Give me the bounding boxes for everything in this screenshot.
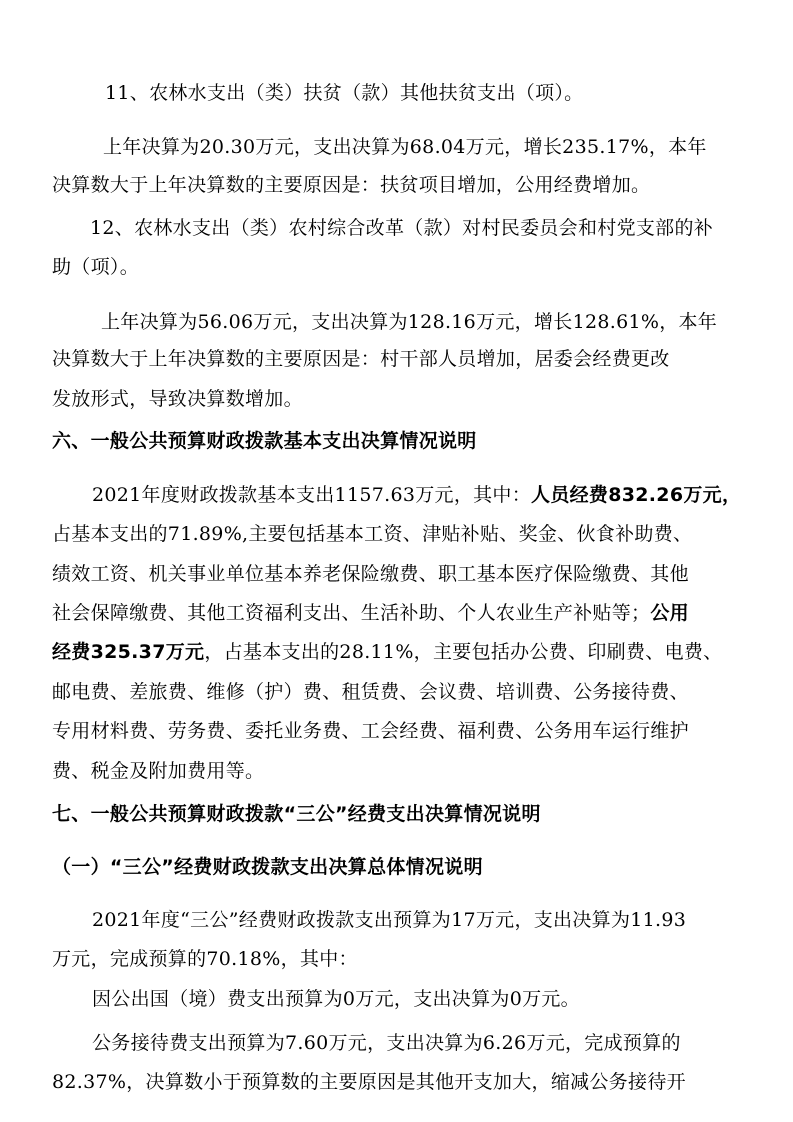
item-11-para-line-1 bbox=[103, 134, 707, 160]
item-12-title-line-1 bbox=[90, 215, 713, 241]
section-7-para-line-4 bbox=[92, 1030, 681, 1056]
section-7-para-line-1 bbox=[92, 907, 686, 933]
section-6-para-line-6 bbox=[52, 679, 689, 705]
section-7-para-line-3 bbox=[92, 986, 580, 1012]
text: 社会保障缴费、其他工资福利支出、生活补助、个人农业生产补贴等； bbox=[52, 602, 651, 624]
text: 六、一般公共预算财政拨款基本支出决算情况说明 bbox=[52, 430, 477, 452]
text: 七、一般公共预算财政拨款“三公”经费支出决算情况说明 bbox=[52, 803, 541, 825]
section-7-para-line-5 bbox=[52, 1069, 686, 1095]
text: 公务接待费支出预算为7.60万元，支出决算为6.26万元，完成预算的 bbox=[92, 1032, 681, 1054]
text: 决算数大于上年决算数的主要原因是：村干部人员增加，居委会经费更改 bbox=[52, 348, 670, 370]
section-6-para-line-8 bbox=[52, 758, 264, 784]
text: 费、税金及附加费用等。 bbox=[52, 760, 265, 782]
text: 上年决算为20.30万元，支出决算为68.04万元，增长235.17%，本年 bbox=[103, 136, 707, 158]
section-6-heading bbox=[52, 428, 477, 454]
text: 发放形式，导致决算数增加。 bbox=[52, 388, 303, 410]
section-7-heading bbox=[52, 801, 541, 827]
text: 12、农林水支出（类）农村综合改革（款）对村民委员会和村党支部的补 bbox=[90, 217, 714, 239]
section-6-para-line-1 bbox=[92, 482, 741, 508]
public-expense-bold-end: 经费325.37万元 bbox=[52, 641, 205, 663]
text: （一）“三公”经费财政拨款支出决算总体情况说明 bbox=[52, 856, 483, 878]
item-12-para-line-3 bbox=[52, 386, 303, 412]
section-6-para-line-2 bbox=[52, 521, 692, 547]
section-6-para-line-3 bbox=[52, 561, 689, 587]
text: 82.37%，决算数小于预算数的主要原因是其他开支加大，缩减公务接待开 bbox=[52, 1071, 686, 1093]
text: 万元，完成预算的70.18%，其中： bbox=[52, 948, 358, 970]
public-expense-bold-start: 公用 bbox=[650, 602, 689, 624]
item-12-para-line-2 bbox=[52, 346, 670, 372]
section-7-1-heading bbox=[52, 854, 483, 880]
item-12-para-line-1 bbox=[101, 309, 717, 335]
text: 助（项）。 bbox=[52, 256, 140, 278]
section-6-para-line-4 bbox=[52, 600, 689, 626]
section-7-para-line-2 bbox=[52, 946, 358, 972]
text: 占基本支出的71.89%,主要包括基本工资、津贴补贴、奖金、伙食补助费、 bbox=[52, 523, 693, 545]
text: 2021年度“三公”经费财政拨款支出预算为17万元，支出决算为11.93 bbox=[92, 909, 687, 931]
text: 因公出国（境）费支出预算为0万元，支出决算为0万元。 bbox=[92, 988, 580, 1010]
item-11-para-line-2 bbox=[52, 172, 650, 198]
text: 2021年度财政拨款基本支出1157.63万元，其中： bbox=[92, 484, 532, 506]
text: 决算数大于上年决算数的主要原因是：扶贫项目增加，公用经费增加。 bbox=[52, 174, 651, 196]
text: 上年决算为56.06万元，支出决算为128.16万元，增长128.61%，本年 bbox=[101, 311, 718, 333]
text: 专用材料费、劳务费、委托业务费、工会经费、福利费、公务用车运行维护 bbox=[52, 720, 689, 742]
text: 邮电费、差旅费、维修（护）费、租赁费、会议费、培训费、公务接待费、 bbox=[52, 681, 689, 703]
personnel-expense-bold: 人员经费832.26万元 bbox=[531, 484, 722, 506]
item-12-title-line-2 bbox=[52, 254, 139, 280]
text: ， bbox=[721, 484, 742, 506]
text: ，占基本支出的28.11%，主要包括办公费、印刷费、电费、 bbox=[204, 641, 723, 663]
section-6-para-line-5 bbox=[52, 639, 722, 665]
item-11-title bbox=[105, 80, 583, 106]
section-6-para-line-7 bbox=[52, 718, 689, 744]
text: 绩效工资、机关事业单位基本养老保险缴费、职工基本医疗保险缴费、其他 bbox=[52, 563, 689, 585]
text: 11、农林水支出（类）扶贫（款）其他扶贫支出（项）。 bbox=[105, 82, 584, 104]
